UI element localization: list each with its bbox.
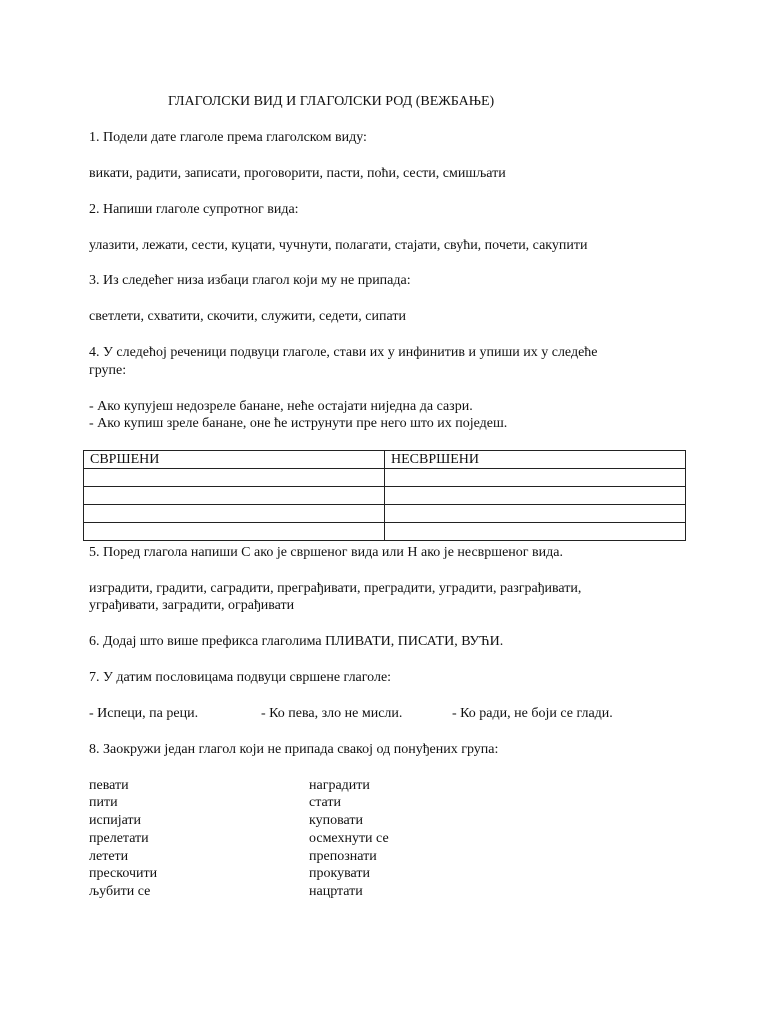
table-cell[interactable]: [385, 487, 686, 505]
table-row: [84, 523, 686, 541]
table-cell[interactable]: [84, 523, 385, 541]
group-1-item: прелетати: [89, 831, 149, 846]
task-5-question: 5. Поред глагола напиши С ако је свршеног вида или Н ако је несвршеног вида.: [89, 545, 563, 560]
table-header-perfective: СВРШЕНИ: [84, 451, 385, 469]
group-1-item: прескочити: [89, 866, 158, 881]
task-4-question-line1: 4. У следећој реченици подвуци глаголе, стави их у инфинитив и упиши их у следеће: [89, 345, 598, 360]
table-row: [84, 469, 686, 487]
aspect-table: [83, 450, 686, 541]
table-cell[interactable]: [385, 505, 686, 523]
table-header-row: [84, 451, 686, 469]
group-1-item: певати: [89, 778, 129, 793]
table-cell[interactable]: [385, 469, 686, 487]
group-2-item: препознати: [309, 849, 377, 864]
group-1-item: испијати: [89, 813, 142, 828]
task-2-words: улазити, лежати, сести, куцати, чучнути, полагати, стајати, свући, почети, сакупити: [89, 238, 588, 253]
table-cell[interactable]: [84, 469, 385, 487]
proverb-2: - Ко пева, зло не мисли.: [261, 706, 403, 721]
task-3-words: светлети, схватити, скочити, служити, седети, сипати: [89, 309, 406, 324]
task-7-question: 7. У датим пословицама подвуци свршене глаголе:: [89, 670, 392, 685]
task-8-question: 8. Заокружи један глагол који не припада свакој од понуђених група:: [89, 742, 499, 757]
table-cell[interactable]: [385, 523, 686, 541]
table-cell[interactable]: [84, 505, 385, 523]
group-2-item: прокувати: [309, 866, 370, 881]
task-3-question: 3. Из следећег низа избаци глагол који му не припада:: [89, 273, 411, 288]
group-2-item: куповати: [309, 813, 363, 828]
group-2-item: нацртати: [309, 884, 363, 899]
group-1-item: летети: [89, 849, 129, 864]
task-1-words: викати, радити, записати, проговорити, пасти, поћи, сести, смишљати: [89, 166, 506, 181]
task-5-words-line1: изградити, градити, саградити, преграђивати, преградити, уградити, разграђивати,: [89, 581, 582, 596]
group-2-item: стати: [309, 795, 341, 810]
group-1-item: љубити се: [89, 884, 151, 899]
task-6-question: 6. Додај што више префикса глаголима ПЛИВАТИ, ПИСАТИ, ВУЋИ.: [89, 634, 504, 649]
proverb-3: - Ко ради, не боји се глади.: [452, 706, 613, 721]
task-4-question-line2: групе:: [89, 363, 127, 378]
table-header-imperfective: НЕСВРШЕНИ: [385, 451, 686, 469]
task-5-words-line2: уграђивати, заградити, ограђивати: [89, 598, 295, 613]
group-1-item: пити: [89, 795, 118, 810]
page-title: ГЛАГОЛСКИ ВИД И ГЛАГОЛСКИ РОД (ВЕЖБАЊЕ): [168, 94, 495, 109]
group-2-item: осмехнути се: [309, 831, 389, 846]
task-1-question: 1. Подели дате глаголе према глаголском виду:: [89, 130, 367, 145]
task-4-sentence-1: - Ако купујеш недозреле банане, неће остајати ниједна да сазри.: [89, 399, 473, 414]
table-row: [84, 505, 686, 523]
table-row: [84, 487, 686, 505]
proverb-1: - Испеци, па реци.: [89, 706, 199, 721]
task-4-sentence-2: - Ако купиш зреле банане, оне ће иструнути пре него што их поједеш.: [89, 416, 508, 431]
group-2-item: наградити: [309, 778, 370, 793]
task-2-question: 2. Напиши глаголе супротног вида:: [89, 202, 299, 217]
table-cell[interactable]: [84, 487, 385, 505]
